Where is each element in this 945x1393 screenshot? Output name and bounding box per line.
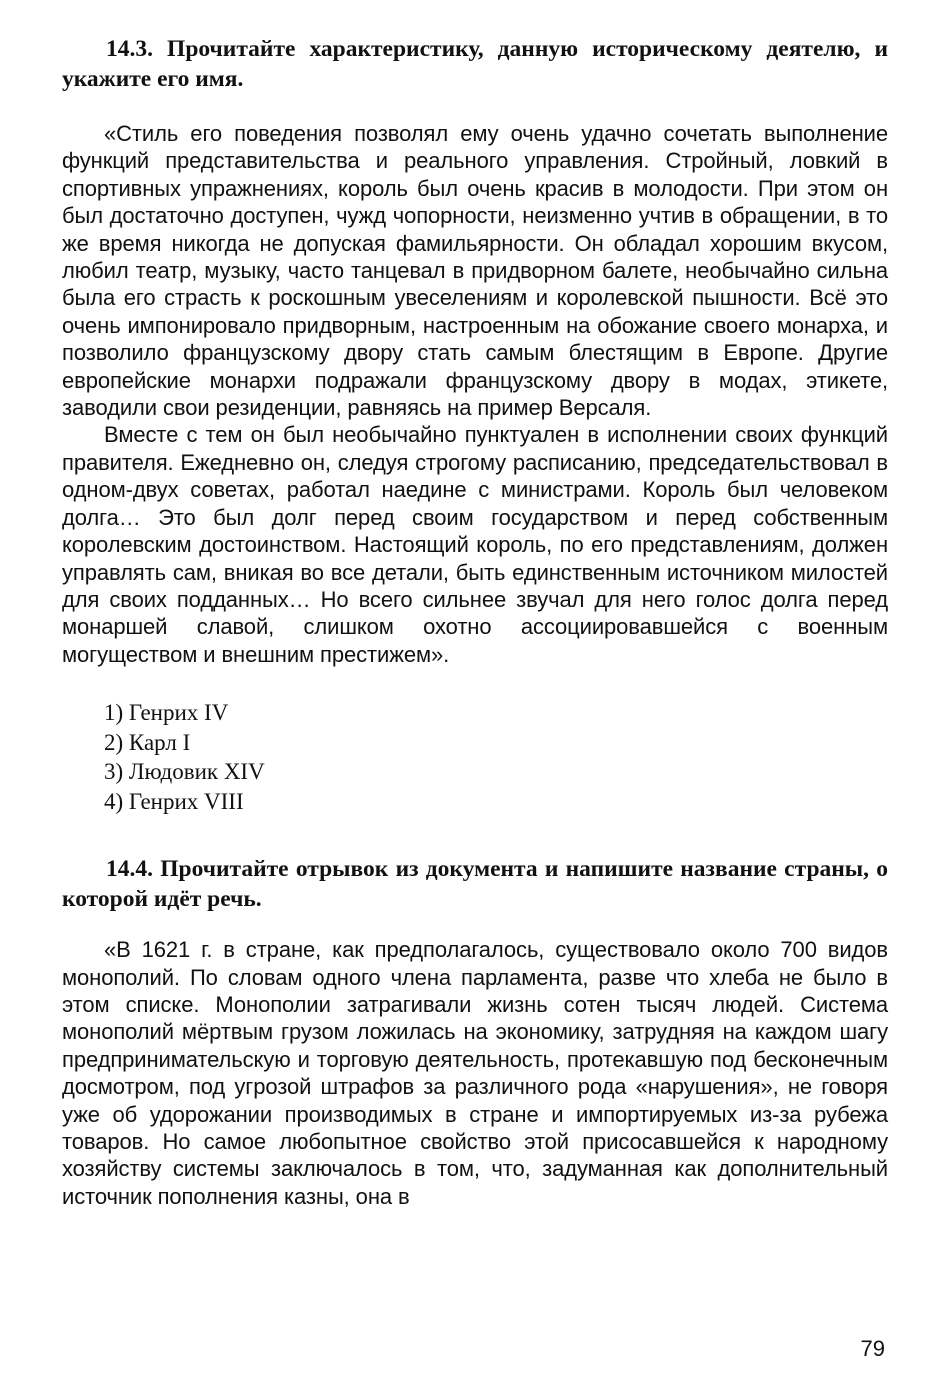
- task-14-3-paragraph-1: «Стиль его поведения позволял ему очень удачно сочетать выполнение функций представительства и реального управления. Стройный, ловкий в спортивных упражнениях, король был очень красив в молодости. При этом он был достаточно доступен, чужд чопорности, неизменно учтив в обращении, в то же время никогда не допуская фамильярности. Он обладал хорошим вкусом, любил театр, музыку, часто танцевал в придворном балете, необычайно сильна была его страсть к роскошным увеселениям и королевской пышности. Всё это очень импонировало придворным, настроенным на обожание своего монарха, и позволило французскому двору стать самым блестящим в Европе. Другие европейские монархи подражали французскому двору в модах, этикете, заводили свои резиденции, равняясь на пример Версаля.: [62, 121, 888, 421]
- task-14-4-title: Прочитайте отрывок из документа и напишите название страны, о которой идёт речь.: [62, 856, 888, 913]
- answer-option: 2) Карл I: [104, 729, 191, 755]
- task-14-3-title: Прочитайте характеристику, данную историческому деятелю, и укажите его имя.: [62, 36, 889, 92]
- task-14-3-heading: [62, 34, 888, 94]
- textbook-page: [62, 34, 888, 1210]
- answer-options: [62, 698, 888, 816]
- task-14-4-paragraph-1: «В 1621 г. в стране, как предполагалось, существовало около 700 видов монополий. По словам одного члена парламента, разве что хлеба не было в этом списке. Монополии затрагивали жизнь сотен тысяч людей. Система монополий мёртвым грузом ложилась на экономику, затрудняя на каждом шагу предпринимательскую и торговую деятельность, протекавшую под бесконечным досмотром, под угрозой штрафов за различного рода «нарушения», не говоря уже об удорожании производимых в стране и импортируемых из-за рубежа товаров. Но самое любопытное свойство этой присосавшейся к народному хозяйству системы заключалось в том, что, задуманная как дополнительный источник пополнения казны, она в: [62, 937, 888, 1209]
- page-number: 79: [860, 1336, 885, 1361]
- task-14-3-number: 14.3.: [106, 36, 153, 62]
- task-14-4-number: 14.4.: [106, 856, 153, 883]
- answer-option: 3) Людовик XIV: [104, 759, 265, 785]
- task-14-4-heading: [62, 854, 888, 914]
- answer-option: 1) Генрих IV: [104, 700, 229, 726]
- answer-option: 4) Генрих VIII: [104, 788, 244, 814]
- task-14-3-paragraph-2: Вместе с тем он был необычайно пунктуален в исполнении своих функций правителя. Ежедневно он, следуя строгому расписанию, председательствовал в одном-двух советах, работал наедине с министрами. Король был человеком долга… Это был долг перед своим государством и перед собственным королевским достоинством. Настоящий король, по его представлениям, должен управлять сам, вникая во все детали, быть единственным источником милостей для своих подданных… Но всего сильнее звучал для него голос долга перед монаршей славой, слишком охотно ассоциировавшейся с военным могуществом и внешним престижем».: [62, 422, 888, 667]
